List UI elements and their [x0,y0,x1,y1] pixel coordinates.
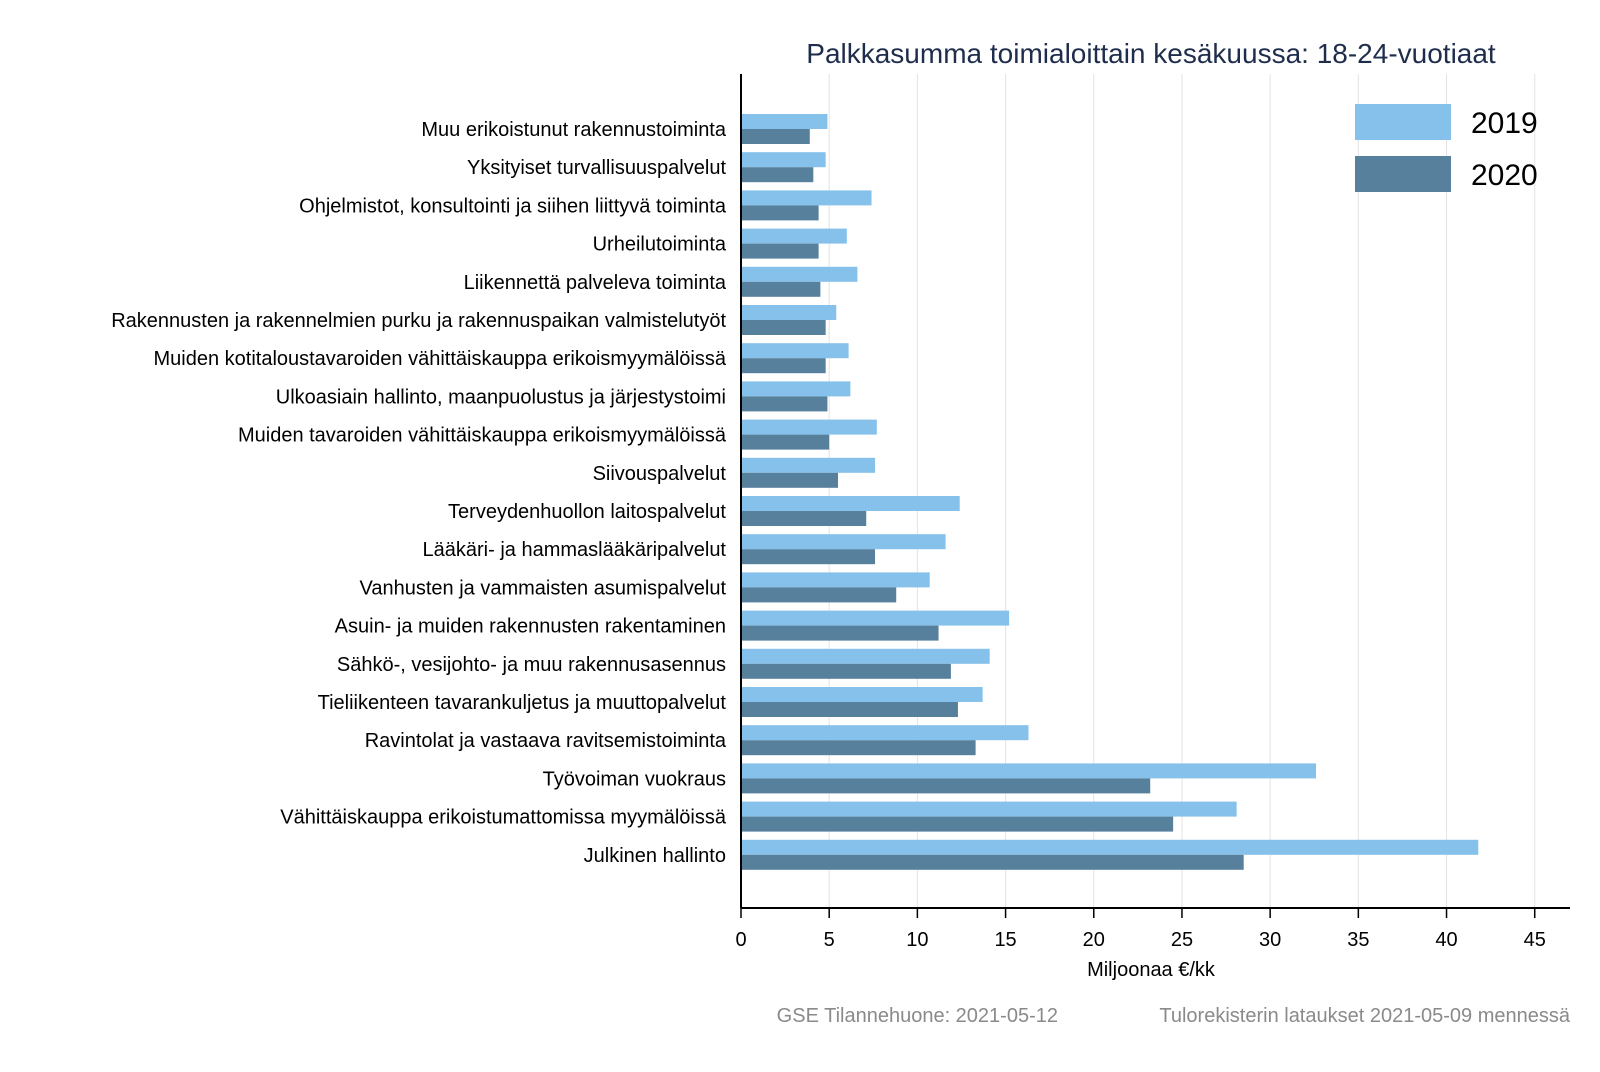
category-label: Yksityiset turvallisuuspalvelut [467,157,726,180]
category-labels [111,119,727,867]
bar-2020 [741,626,939,641]
x-tick-label: 40 [1435,929,1458,951]
category-label: Julkinen hallinto [583,844,726,867]
bar-2019 [741,267,857,282]
bar-2020 [741,740,976,755]
bar-2019 [741,572,930,587]
bar-2019 [741,802,1237,817]
bar-2020 [741,855,1244,870]
bar-2019 [741,381,850,396]
x-ticks [735,908,1545,951]
bar-2020 [741,549,875,564]
bar-2019 [741,458,875,473]
bar-2019 [741,152,826,167]
bar-2019 [741,305,836,320]
bar-2020 [741,167,813,182]
bar-2020 [741,587,896,602]
legend-label-2019: 2019 [1471,107,1538,140]
bars [741,114,1478,870]
category-label: Lääkäri- ja hammaslääkäripalvelut [422,539,726,562]
bar-2019 [741,229,847,244]
category-label: Muiden tavaroiden vähittäiskauppa erikoismyymälöissä [237,424,726,447]
x-tick-label: 30 [1259,929,1282,951]
bar-2020 [741,778,1150,793]
category-label: Urheilutoiminta [592,233,726,256]
bar-2020 [741,358,826,373]
bar-2020 [741,435,829,450]
category-label: Ravintolat ja vastaava ravitsemistoiminta [364,730,726,753]
category-label: Ohjelmistot, konsultointi ja siihen liittyvä toiminta [299,195,726,218]
x-tick-label: 0 [735,929,747,951]
category-label: Muu erikoistunut rakennustoiminta [421,119,726,141]
category-label: Siivouspalvelut [592,462,726,485]
bar-2020 [741,511,866,526]
bar-2020 [741,129,810,144]
bar-2020 [741,817,1173,832]
x-tick-label: 15 [994,929,1017,951]
bar-2019 [741,840,1478,855]
bar-2019 [741,343,849,358]
category-label: Asuin- ja muiden rakennusten rakentaminen [334,615,726,638]
bar-2019 [741,534,946,549]
footer-source-left: GSE Tilannehuone: 2021-05-12 [776,1005,1058,1027]
bar-2019 [741,725,1029,740]
footer-source-right: Tulorekisterin lataukset 2021-05-09 mennessä [1159,1005,1570,1027]
category-label: Työvoiman vuokraus [542,768,726,791]
bar-2019 [741,190,872,205]
x-axis-label: Miljoonaa €/kk [1087,959,1215,981]
bar-2019 [741,611,1009,626]
category-label: Vanhusten ja vammaisten asumispalvelut [359,577,726,600]
bar-2020 [741,473,838,488]
x-tick-label: 45 [1523,929,1546,951]
bar-2019 [741,687,983,702]
x-tick-label: 20 [1082,929,1105,951]
bar-2019 [741,763,1316,778]
x-tick-label: 35 [1347,929,1370,951]
bar-2019 [741,420,877,435]
legend-swatch-2020 [1355,156,1451,192]
category-label: Ulkoasiain hallinto, maanpuolustus ja järjestystoimi [275,386,726,409]
bar-2020 [741,205,819,220]
bar-2020 [741,244,819,259]
legend-label-2020: 2020 [1471,159,1538,192]
bar-2020 [741,320,826,335]
bar-2020 [741,702,958,717]
x-tick-label: 5 [823,929,835,951]
bar-2020 [741,282,820,297]
bar-2019 [741,649,990,664]
bar-2020 [741,664,951,679]
category-label: Rakennusten ja rakennelmien purku ja rakennuspaikan valmistelutyöt [111,310,726,332]
bar-2019 [741,496,960,511]
bar-2019 [741,114,827,129]
x-tick-label: 10 [906,929,929,951]
category-label: Liikennettä palveleva toiminta [463,271,726,294]
category-label: Tieliikenteen tavarankuljetus ja muuttopalvelut [317,692,726,714]
category-label: Sähkö-, vesijohto- ja muu rakennusasennus [336,653,726,676]
x-tick-label: 25 [1170,929,1194,951]
bar-2020 [741,396,827,411]
category-label: Muiden kotitaloustavaroiden vähittäiskauppa erikoismyymälöissä [153,348,726,371]
chart-title: Palkkasumma toimialoittain kesäkuussa: 18-24-vuotiaat [806,38,1496,69]
legend-swatch-2019 [1355,104,1451,140]
category-label: Terveydenhuollon laitospalvelut [448,501,726,523]
category-label: Vähittäiskauppa erikoistumattomissa myymälöissä [280,806,726,829]
